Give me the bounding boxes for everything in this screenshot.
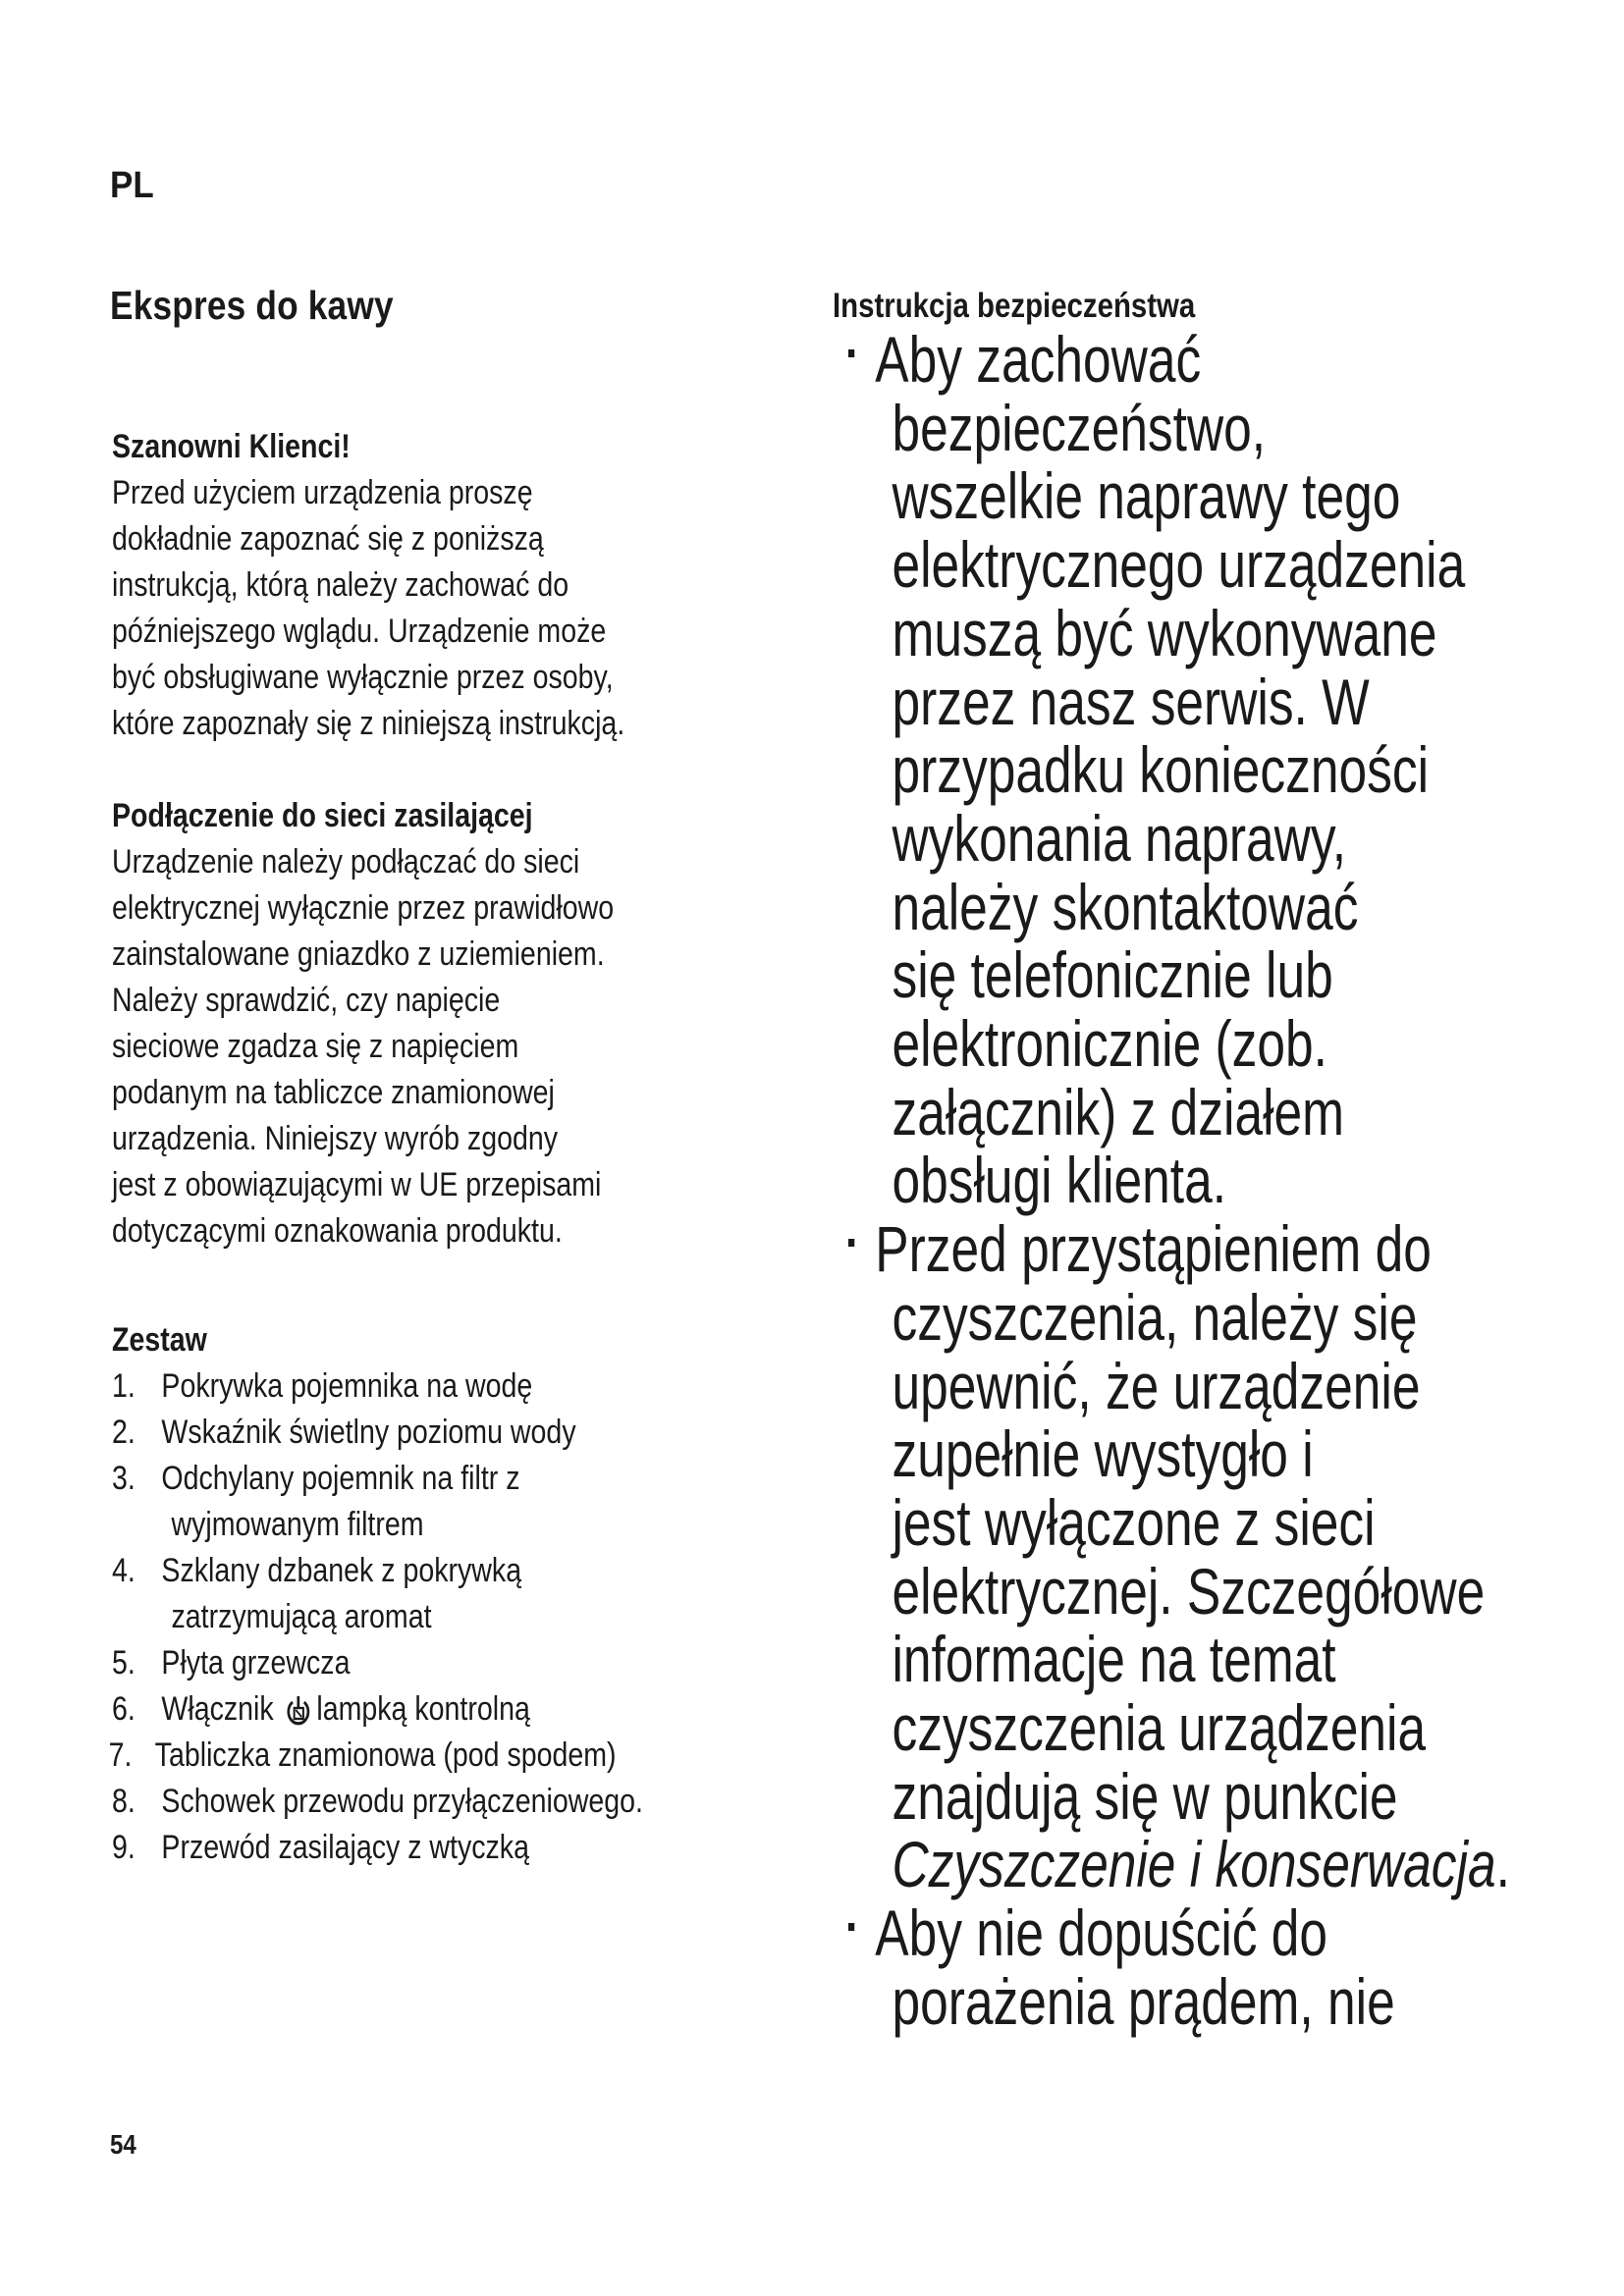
intro-line: być obsługiwane wyłącznie przez osoby, [112,659,614,696]
reference-suffix: . [1495,1828,1510,1901]
intro-line: instrukcją, którą należy zachować do [112,566,569,604]
safety-list-item [848,323,1510,1217]
kit-item-text: Pokrywka pojemnika na wodę [161,1367,533,1405]
bullet-icon [848,349,854,357]
power-line: jest z obowiązującymi w UE przepisami [112,1166,602,1203]
kit-item-text-after-icon: lampką kontrolną [316,1690,530,1728]
safety-line: Przed przystąpieniem do [875,1212,1432,1286]
kit-list-item [112,1686,643,1733]
power-switch-icon [284,1694,313,1728]
kit-item-number: 7. [108,1736,133,1774]
kit-item-text: Włącznik [161,1690,274,1728]
bullet-icon [848,1239,854,1247]
kit-item-text: Szklany dzbanek z pokrywką [161,1552,522,1589]
safety-line: przypadku konieczności [892,733,1430,807]
kit-item-text: Wskaźnik świetlny poziomu wody [161,1414,576,1451]
safety-line: Aby zachować [875,323,1202,396]
kit-item-number: 6. [112,1690,135,1728]
kit-list-item [112,1548,643,1640]
kit-item-text: Płyta grzewcza [161,1644,351,1682]
page-number: 54 [110,2129,136,2160]
safety-line: jest wyłączone z sieci [892,1485,1376,1559]
kit-item-number: 4. [112,1552,135,1589]
intro-heading: Szanowni Klienci! [112,428,351,465]
bullet-icon [848,1923,854,1931]
power-line: Urządzenie należy podłączać do sieci [112,843,580,881]
safety-line: elektrycznego urządzenia [892,528,1466,602]
power-line: sieciowe zgadza się z napięciem [112,1028,519,1065]
safety-line: wykonania naprawy, [892,801,1347,875]
kit-list-item [112,1640,643,1686]
kit-list-item [112,1410,643,1456]
power-line: Należy sprawdzić, czy napięcie [112,982,501,1019]
power-line: elektrycznej wyłącznie przez prawidłowo [112,889,615,927]
safety-line: bezpieczeństwo, [892,391,1267,464]
kit-list-item [112,1779,643,1825]
kit-item-text: Odchylany pojemnik na filtr z [161,1460,520,1497]
kit-list-item [109,1733,643,1779]
safety-heading: Instrukcja bezpieczeństwa [833,287,1196,325]
kit-list-item [112,1363,643,1410]
kit-item-text: Tabliczka znamionowa (pod spodem) [154,1736,617,1774]
power-line: dotyczącymi oznakowania produktu. [112,1212,563,1250]
safety-line: należy skontaktować [892,870,1359,943]
kit-section [108,1317,643,1871]
kit-item-continuation: zatrzymującą aromat [171,1598,432,1635]
safety-line: elektronicznie (zob. [892,1007,1327,1081]
safety-line: elektrycznej. Szczegółowe [892,1554,1486,1628]
kit-item-number: 5. [112,1644,135,1682]
kit-item-number: 8. [112,1783,135,1820]
kit-item-continuation: wyjmowanym filtrem [171,1506,424,1543]
kit-item-number: 2. [112,1414,135,1451]
safety-line: się telefonicznie lub [892,938,1333,1012]
page-title: Ekspres do kawy [110,283,394,328]
power-line: zainstalowane gniazdko z uziemieniem. [112,935,605,973]
safety-line-reference [848,1828,1510,1901]
power-heading: Podłączenie do sieci zasilającej [112,797,533,834]
power-line: urządzenia. Niniejszy wyrób zgodny [112,1120,559,1157]
kit-item-text: Przewód zasilający z wtyczką [161,1829,529,1866]
safety-line: Aby nie dopuścić do [875,1896,1328,1970]
power-connection-section [112,793,614,1255]
safety-list-item [848,1212,1510,1901]
safety-line: czyszczenia, należy się [892,1280,1418,1354]
intro-section [112,424,624,747]
safety-line: obsługi klienta. [892,1144,1227,1217]
kit-item-number: 9. [112,1829,135,1866]
cleaning-reference: Czyszczenie i konserwacja [892,1828,1496,1901]
safety-line: muszą być wykonywane [892,596,1437,669]
safety-line: znajdują się w punkcie [892,1759,1398,1833]
kit-list-item [112,1825,643,1871]
safety-line: czyszczenia urządzenia [892,1691,1427,1765]
kit-item-text: Schowek przewodu przyłączeniowego. [161,1783,643,1820]
safety-line: informacje na temat [892,1623,1336,1696]
safety-line: przez nasz serwis. W [892,665,1370,738]
intro-line: dokładnie zapoznać się z poniższą [112,520,544,558]
intro-line: późniejszego wglądu. Urządzenie może [112,613,607,650]
safety-line: upewnić, że urządzenie [892,1349,1421,1422]
power-line: podanym na tabliczce znamionowej [112,1074,555,1111]
safety-line: zupełnie wystygło i [892,1417,1314,1491]
intro-line: które zapoznały się z niniejszą instrukcją. [112,705,625,742]
kit-heading: Zestaw [112,1321,207,1359]
safety-line: załącznik) z działem [892,1075,1345,1148]
safety-list [848,323,1510,2038]
safety-list-item [848,1896,1510,2038]
safety-line: porażenia prądem, nie [892,1964,1395,2038]
intro-line: Przed użyciem urządzenia proszę [112,474,533,511]
kit-item-number: 1. [112,1367,135,1405]
kit-list-item [112,1456,643,1548]
kit-item-number: 3. [112,1460,135,1497]
language-code: PL [110,165,154,206]
safety-line: wszelkie naprawy tego [892,459,1401,533]
